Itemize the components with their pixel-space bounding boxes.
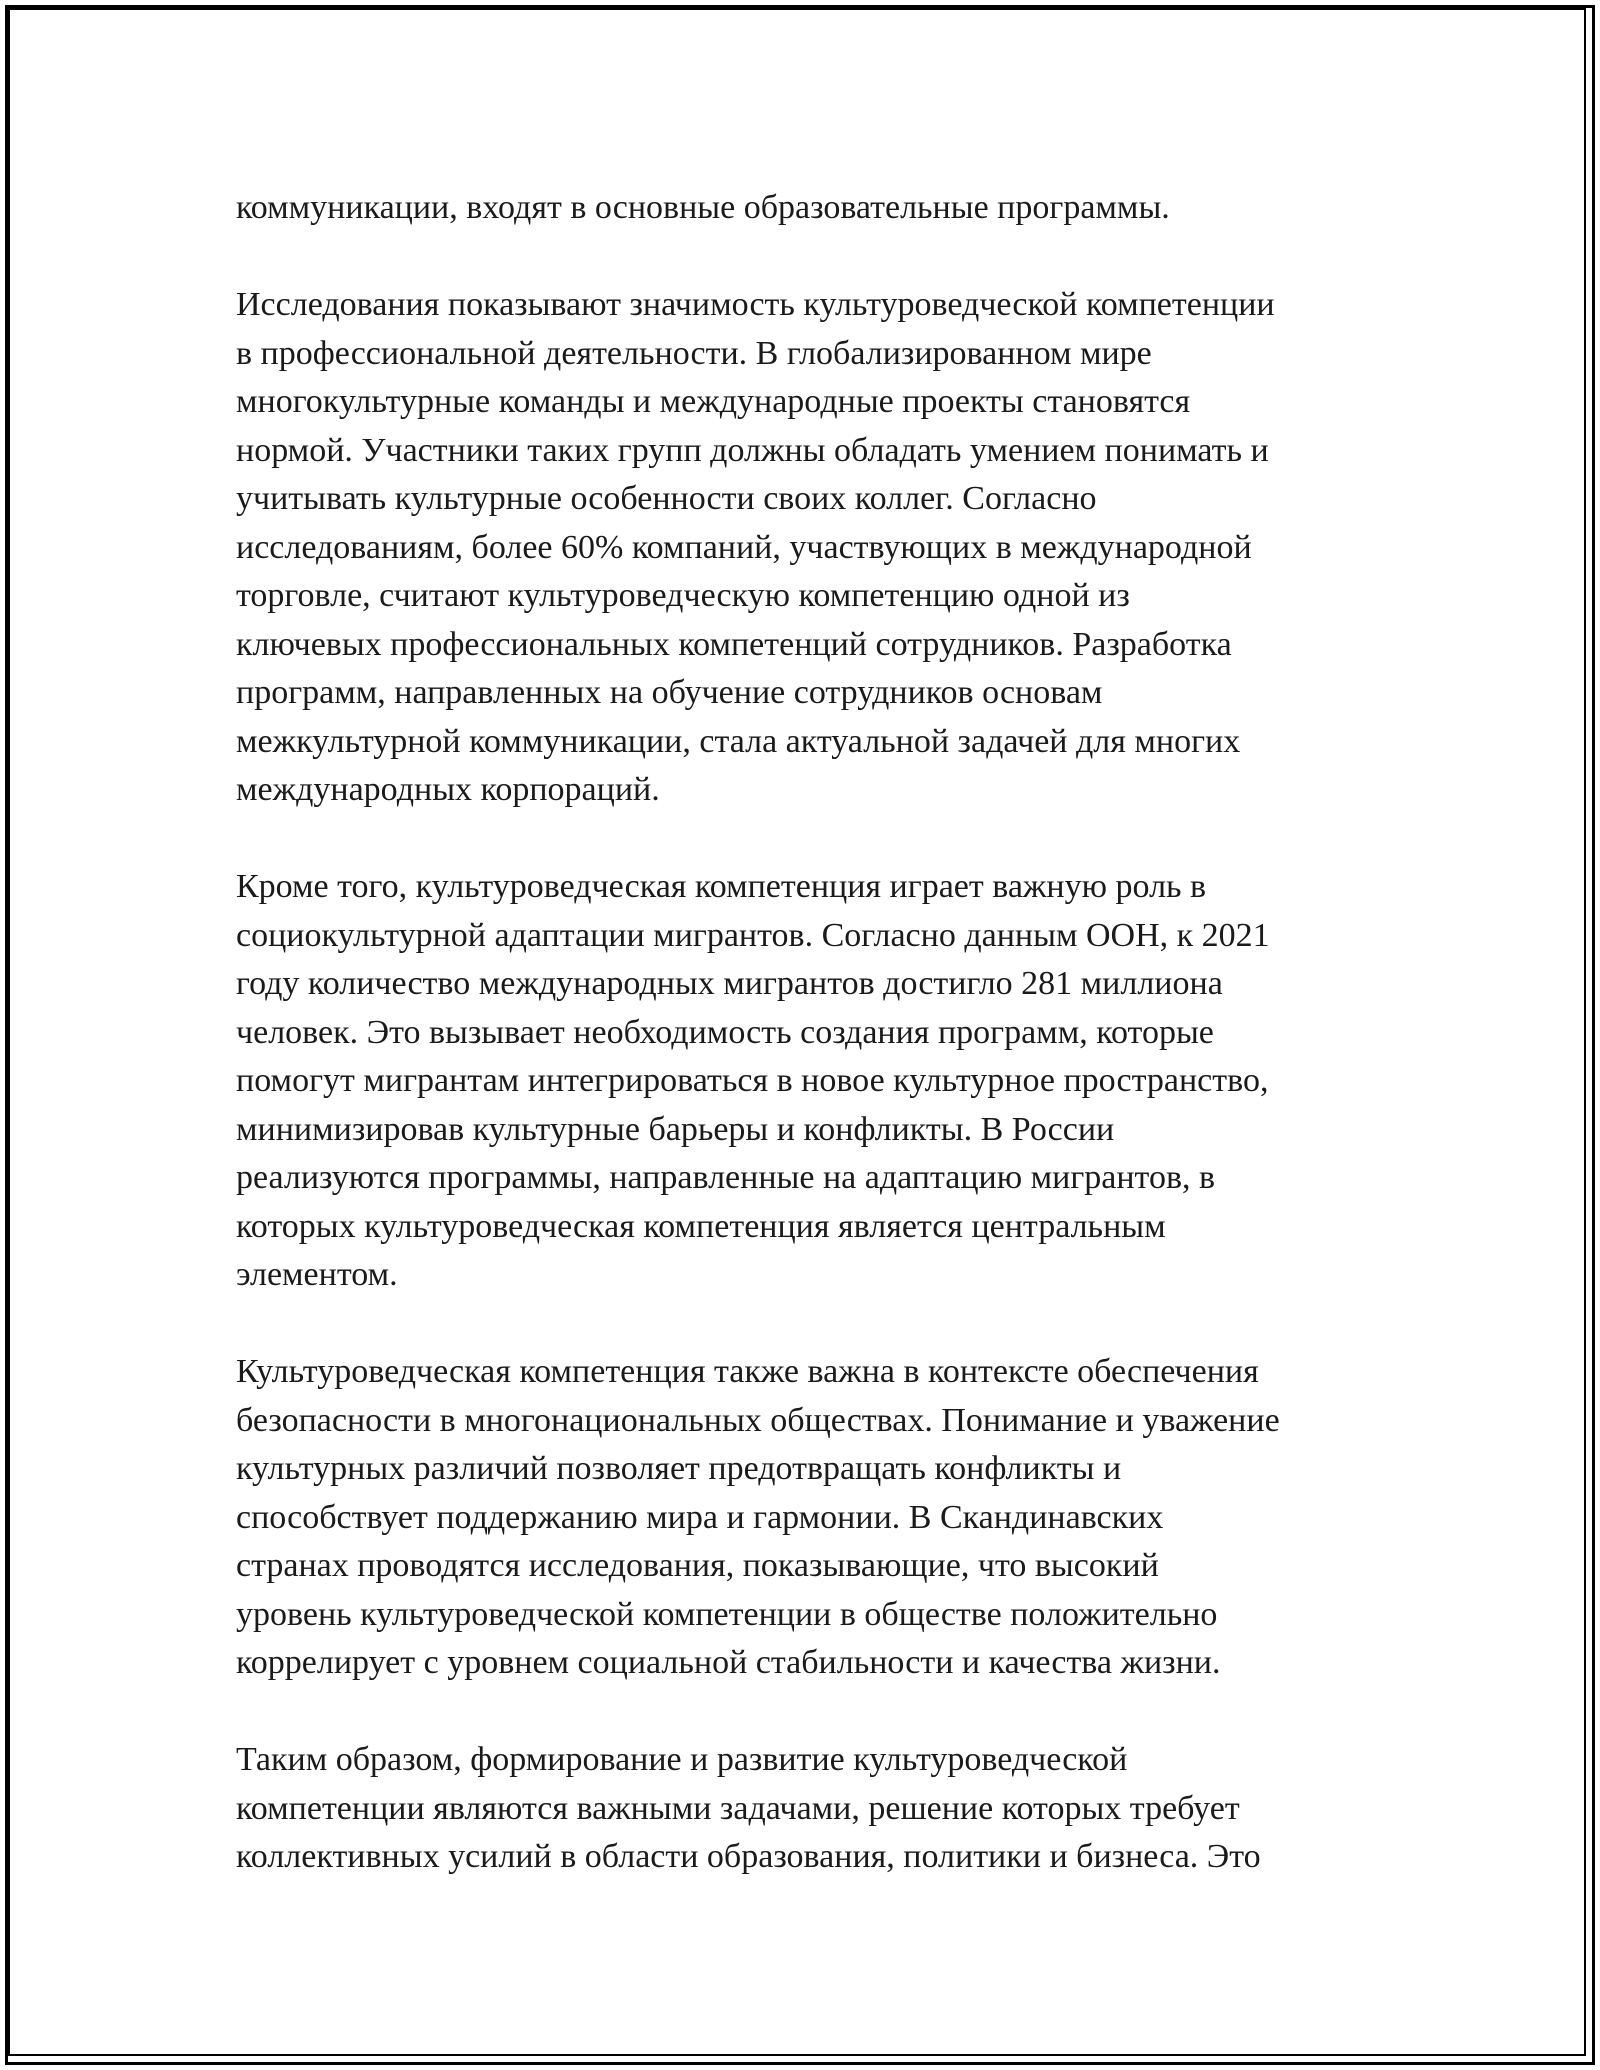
text-line: учитывать культурные особенности своих коллег. Согласно <box>236 480 1097 517</box>
text-line: году количество международных мигрантов достигло 281 миллиона <box>236 965 1223 1002</box>
text-line: безопасности в многонациональных обществах. Понимание и уважение <box>236 1401 1280 1439</box>
text-line: межкультурной коммуникации, стала актуальной задачей для многих <box>236 722 1241 760</box>
document-body <box>236 184 1386 1882</box>
paragraph-spacer <box>236 1688 1386 1737</box>
paragraph <box>236 281 1386 815</box>
paragraph <box>236 184 1386 233</box>
text-line: исследованиям, более 60% компаний, участвующих в международной <box>236 528 1252 566</box>
text-line: ключевых профессиональных компетенций сотрудников. Разработка <box>236 625 1232 663</box>
text-line: способствует поддержанию мира и гармонии. В Скандинавских <box>236 1498 1164 1536</box>
text-line: странах проводятся исследования, показывающие, что высокий <box>236 1547 1159 1584</box>
text-line: реализуются программы, направленные на адаптацию мигрантов, в <box>236 1159 1216 1196</box>
text-line: Исследования показывают значимость культуроведческой компетенции <box>236 286 1275 323</box>
text-line: коррелирует с уровнем социальной стабильности и качества жизни. <box>236 1644 1221 1681</box>
text-line: культурных различий позволяет предотвращать конфликты и <box>236 1450 1122 1487</box>
text-line: международных корпораций. <box>236 771 660 808</box>
text-line: программ, направленных на обучение сотрудников основам <box>236 674 1103 711</box>
paragraph <box>236 863 1386 1300</box>
text-line: коммуникации, входят в основные образовательные программы. <box>236 189 1170 226</box>
text-line: Кроме того, культуроведческая компетенция играет важную роль в <box>236 868 1207 905</box>
text-line: которых культуроведческая компетенция является центральным <box>236 1207 1166 1245</box>
text-line: Культуроведческая компетенция также важна в контексте обеспечения <box>236 1353 1259 1390</box>
text-line: помогут мигрантам интегрироваться в новое культурное пространство, <box>236 1062 1269 1099</box>
text-line: элементом. <box>236 1256 398 1293</box>
paragraph-spacer <box>236 1300 1386 1349</box>
paragraph-spacer <box>236 233 1386 282</box>
paragraph-spacer <box>236 815 1386 864</box>
text-line: уровень культуроведческой компетенции в обществе положительно <box>236 1595 1218 1633</box>
text-line: в профессиональной деятельности. В глобализированном мире <box>236 334 1152 372</box>
text-line: Таким образом, формирование и развитие культуроведческой <box>236 1741 1128 1778</box>
text-line: торговле, считают культуроведческую компетенцию одной из <box>236 577 1130 614</box>
text-line: компетенции являются важными задачами, решение которых требует <box>236 1789 1240 1827</box>
paragraph <box>236 1736 1386 1882</box>
text-line: человек. Это вызывает необходимость создания программ, которые <box>236 1013 1214 1051</box>
text-line: нормой. Участники таких групп должны обладать умением понимать и <box>236 431 1269 469</box>
text-line: многокультурные команды и международные проекты становятся <box>236 383 1191 420</box>
text-line: социокультурной адаптации мигрантов. Согласно данным ООН, к 2021 <box>236 916 1270 954</box>
text-line: коллективных усилий в области образования, политики и бизнеса. Это <box>236 1838 1261 1875</box>
text-line: минимизировав культурные барьеры и конфликты. В России <box>236 1110 1115 1148</box>
paragraph <box>236 1348 1386 1688</box>
